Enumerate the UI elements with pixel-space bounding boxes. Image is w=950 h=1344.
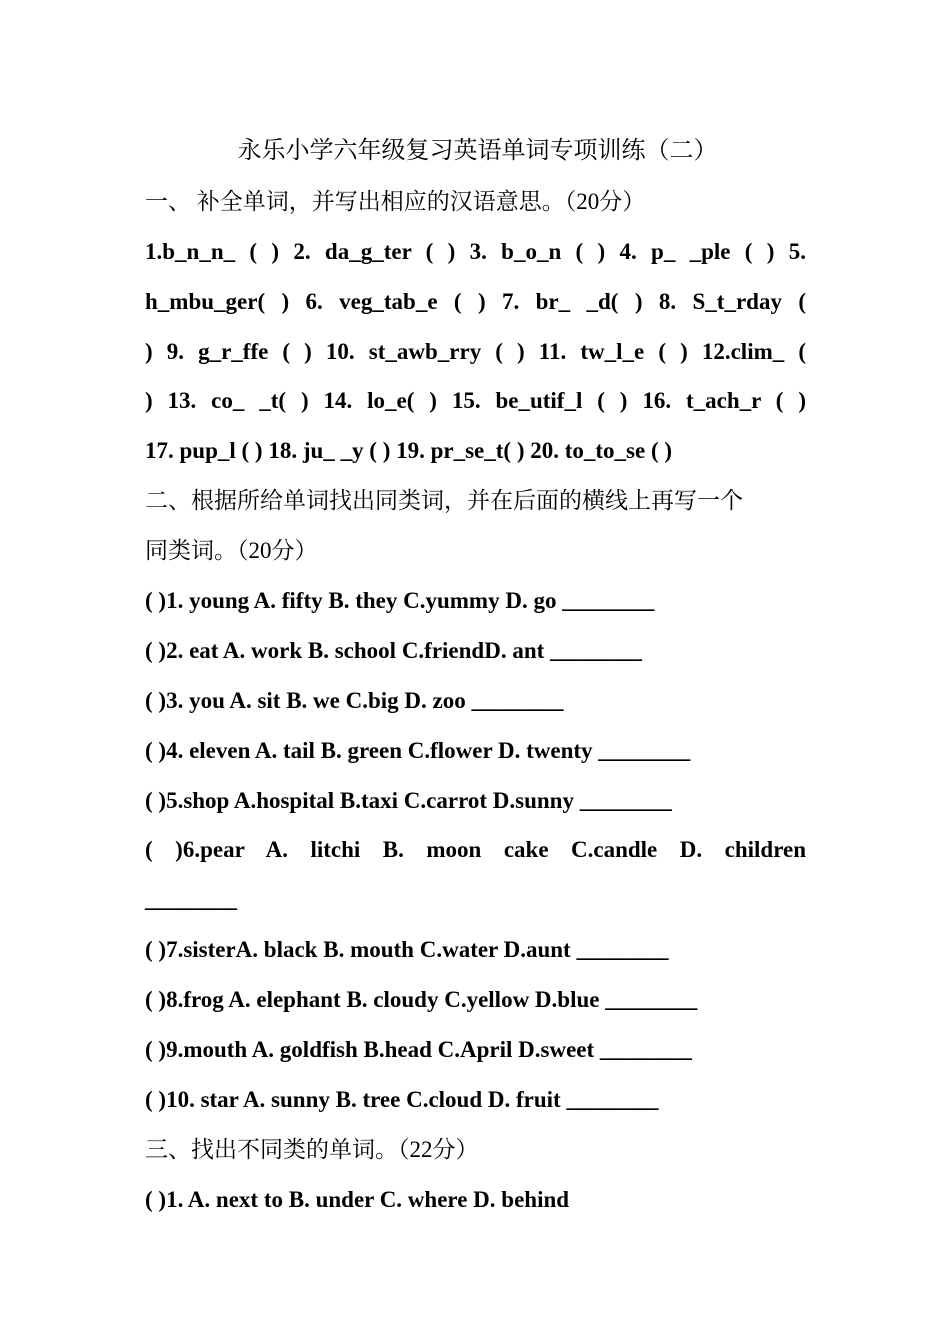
section2-item-4: ( )4. eleven A. tail B. green C.flower D. twenty ________	[145, 737, 691, 763]
section2-item-6: ( )6.pear A. litchi B. moon cake C.candle D. children	[145, 837, 806, 863]
section2-item-2: ( )2. eat A. work B. school C.friendD. ant ________	[145, 637, 643, 663]
section2-item-9: ( )9.mouth A. goldfish B.head C.April D.sweet ________	[145, 1037, 692, 1063]
page-title: 永乐小学六年级复习英语单词专项训练（二）	[237, 138, 718, 164]
section2-item-7: ( )7.sisterA. black B. mouth C.water D.aunt ________	[145, 937, 669, 963]
section1-line-2: h_mbu_ger( ) 6. veg_tab_e ( ) 7. br_ _d( ) 8. S_t_rday (	[145, 288, 806, 314]
section2-item-8: ( )8.frog A. elephant B. cloudy C.yellow D.blue ________	[145, 987, 698, 1013]
section2-item-10: ( )10. star A. sunny B. tree C.cloud D. fruit ________	[145, 1086, 659, 1112]
section2-item-1: ( )1. young A. fifty B. they C.yummy D. go ________	[145, 588, 655, 614]
section3-item-1: ( )1. A. next to B. under C. where D. behind	[145, 1186, 570, 1212]
section2-heading-line-1: 二、根据所给单词找出同类词，并在后面的横线上再写一个	[145, 488, 743, 514]
section3-heading: 三、找出不同类的单词。（22分）	[145, 1136, 479, 1162]
section2-heading-line-2: 同类词。（20分）	[145, 538, 318, 564]
section1-line-5: 17. pup_l ( ) 18. ju_ _y ( ) 19. pr_se_t( ) 20. to_to_se ( )	[145, 438, 673, 464]
worksheet-content	[145, 127, 806, 1225]
section1-heading: 一、 补全单词，并写出相应的汉语意思。（20分）	[145, 188, 646, 214]
section1-line-1: 1.b_n_n_ ( ) 2. da_g_ter ( ) 3. b_o_n ( ) 4. p_ _ple ( ) 5.	[145, 238, 806, 264]
section2-item-3: ( )3. you A. sit B. we C.big D. zoo ________	[145, 687, 564, 713]
section1-line-3: ) 9. g_r_ffe ( ) 10. st_awb_rry ( ) 11. tw_l_e ( ) 12.clim_ (	[145, 338, 806, 364]
section2-item-6-answer-line: ________	[145, 887, 237, 913]
section2-item-5: ( )5.shop A.hospital B.taxi C.carrot D.sunny ________	[145, 787, 672, 813]
section1-line-4: ) 13. co_ _t( ) 14. lo_e( ) 15. be_utif_l ( ) 16. t_ach_r ( )	[145, 388, 806, 414]
